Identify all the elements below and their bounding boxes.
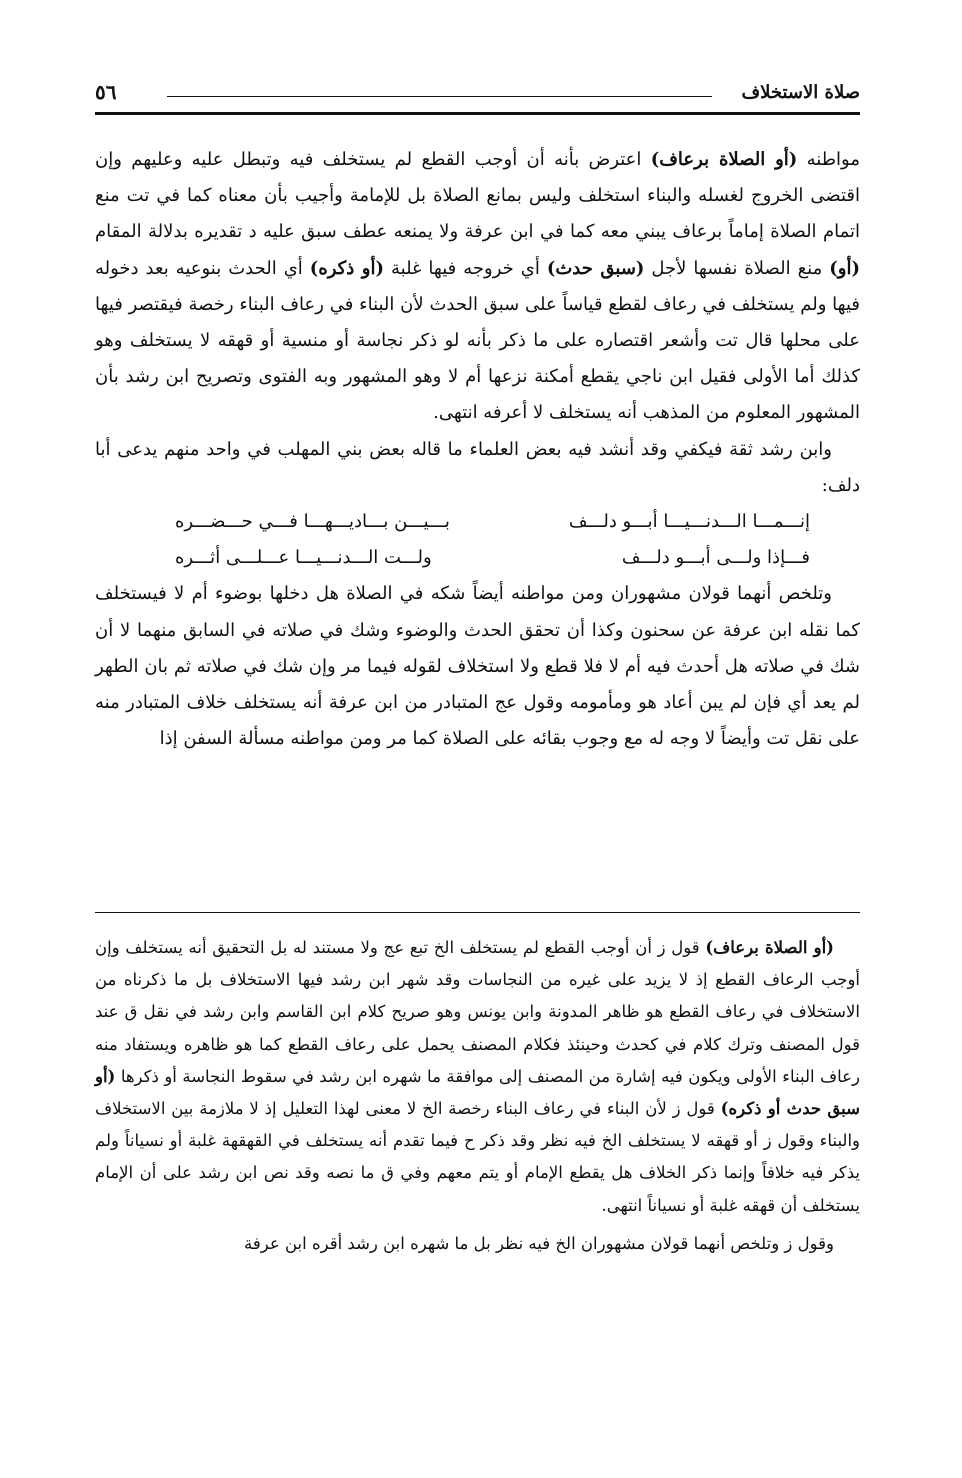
footnote-paragraph-1: (أو الصلاة برعاف) قول ز أن أوجب القطع لم يستخلف الخ تبع عج ولا مستند له بل التحقيق أنه يستخلف وإن أوجب الرعاف القطع إذ لا يزيد على غيره من النجاسات وقد شهر ابن رشد فيها الاستخلاف بل ما ذكرناه من الاستخلاف في رعاف القطع هو ظاهر المدونة وابن يونس وهو صريح كلام ابن القاسم وابن رشد في نقل ق عند قول المصنف وترك كلام في كحدث وحينئذ فكلام المصنف يحمل على رعاف القطع كما هو ظاهره ويستفاد منه رعاف البناء الأولى ويكون فيه إشارة من المصنف إلى موافقة ما شهره ابن رشد في سقوط النجاسة أو ذكرها (أو سبق حدث أو ذكره) قول ز لأن البناء في رعاف البناء رخصة الخ لا معنى لهذا التعليل إذ لا ملازمة بين الاستخلاف والبناء وقول ز أو قهقه لا يستخلف الخ فيه نظر وقد ذكر ح فيما تقدم أنه يستخلف في القهقهة غلبة أو نسياناً ولم يذكر فيه خلافاً وإنما ذكر الخلاف هل يقطع الإمام أو يتم معهم وفي ق ما نصه وقد نص ابن رشد على أن الإمام يستخلف أن قهقه غلبة أو نسياناً انتهى. [95,938,860,1215]
header-rule [167,96,712,97]
running-title: صلاة الاستخلاف [741,82,860,103]
verse-hemistich-right: إنـــمـــا الـــدنـــيـــا أبـــو دلـــف [568,511,810,533]
bold-phrase: (أو سبق حدث أو ذكره) [95,1066,860,1119]
paragraph-2: وابن رشد ثقة فيكفي وقد أنشد فيه بعض العلماء ما قاله بعض بني المهلب في واحد منهم يدعى أبا دلف: [95,438,860,496]
verse-hemistich-left: بـــيـــن بـــاديـــهـــا فـــي حـــضـــره [175,511,450,533]
main-text [95,142,860,757]
verse-line-2 [95,540,860,576]
verse-line-1 [95,504,860,540]
footnote-paragraph-2: وقول ز وتلخص أنهما قولان مشهوران الخ فيه نظر بل ما شهره ابن رشد أقره ابن عرفة [244,1233,834,1253]
bold-phrase: (سبق حدث) [546,257,645,279]
footnote-separator [95,912,860,913]
bold-phrase: (أو الصلاة برعاف) [650,149,798,170]
bold-phrase: (أو ذكره) [309,257,384,279]
verse-hemistich-right: فـــإذا ولـــى أبـــو دلـــف [621,547,810,569]
paragraph-1: مواطنه (أو الصلاة برعاف) اعترض بأنه أن أوجب القطع لم يستخلف فيه وتبطل عليه وعليهم وإن اقتضى الخروج لغسله والبناء استخلف وليس بمانع الصلاة بل للإمامة وأجيب بأن معناه كما في تت منع اتمام الصلاة إماماً برعاف يبني معه كما في ابن عرفة ولا يمنعه عطف سبق عليه د تقديره بدلالة المقام (أو) منع الصلاة نفسها لأجل (سبق حدث) أي خروجه فيها غلبة (أو ذكره) أي الحدث بنوعيه بعد دخوله فيها ولم يستخلف في رعاف لقطع قياساً على سبق الحدث لأن البناء في رعاف البناء رخصة فيقتصر فيها على محلها قال تت وأشعر اقتصاره على ما ذكر بأنه لو ذكر نجاسة أو منسية أو قهقه لا يستخلف وهو كذلك أما الأولى فقيل ابن ناجي يقطع أمكنة نزعها أم لا وهو المشهور وبه الفتوى وتصريح ابن رشد بأن المشهور المعلوم من المذهب أنه يستخلف لا أعرفه انتهى. [95,149,860,424]
running-header [95,78,860,115]
bold-phrase: (أو الصلاة برعاف) [705,938,834,957]
bold-phrase: (أو) [829,257,860,279]
paragraph-3: وتلخص أنهما قولان مشهوران ومن مواطنه أيضاً شكه في الصلاة هل دخلها بوضوء أم لا فيستخلف كما نقله ابن عرفة عن سحنون وكذا أن تحقق الحدث والوضوء وشك في صلاته في السابق منهما لا أن شك في صلاته هل أحدث فيه أم لا فلا قطع ولا استخلاف لقوله فيما مر وإن شك في صلاته ثم بان الطهر لم يعد أي فإن لم يبن أعاد هو ومأمومه وقول عج المتبادر من ابن عرفة أنه يستخلف خلاف المتبادر منه على نقل تت وأيضاً لا وجه له مع وجوب بقائه على الصلاة كما مر ومن مواطنه مسألة السفن إذا [95,583,860,750]
footnotes [95,932,860,1260]
page-number: ٥٦ [95,80,117,104]
verse-hemistich-left: ولـــت الـــدنـــيـــا عـــلـــى أثـــره [175,547,432,569]
